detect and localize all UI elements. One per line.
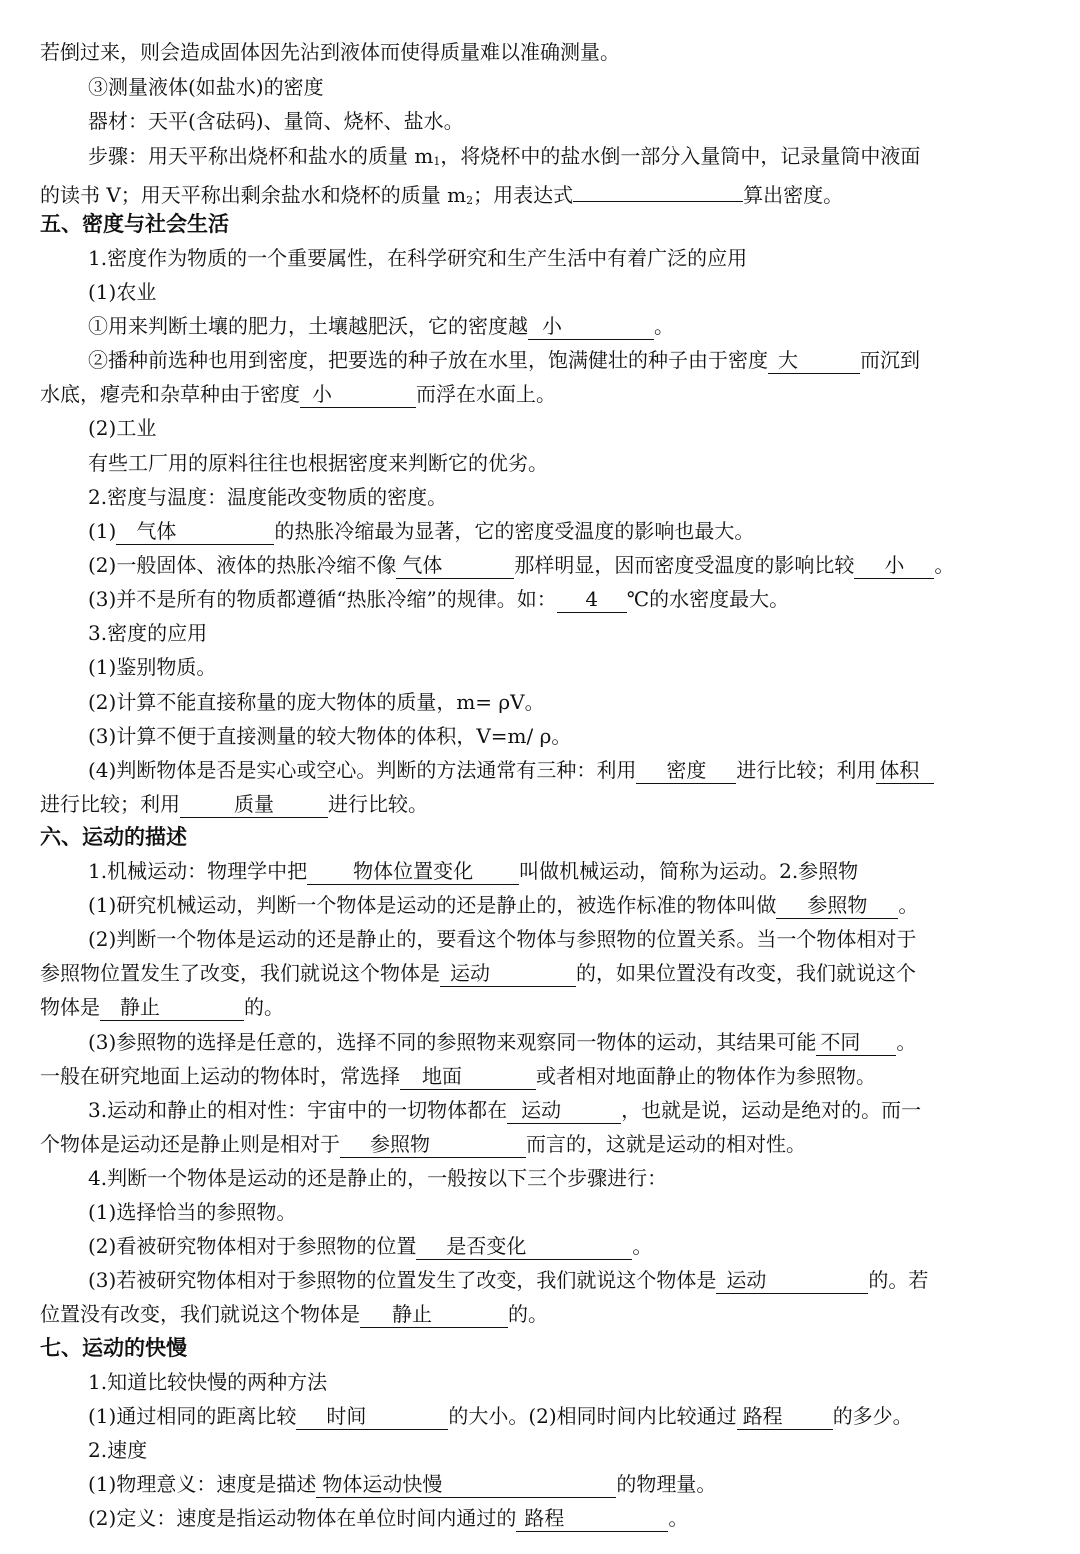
text: 一般在研究地面上运动的物体时，常选择 — [40, 1064, 400, 1088]
text-line — [88, 1470, 716, 1498]
text-line — [88, 414, 156, 442]
text-line — [88, 1198, 296, 1226]
text: 水底，瘪壳和杂草种由于密度 — [40, 382, 300, 406]
text-line — [88, 722, 571, 750]
section-heading-5 — [40, 210, 229, 238]
text-line — [88, 107, 464, 135]
blank-answer: 4 — [557, 587, 627, 613]
text: (2)工业 — [88, 416, 157, 440]
text: (2)定义：速度是指运动物体在单位时间内通过的 — [88, 1506, 517, 1530]
text: 而沉到 — [860, 348, 920, 372]
text: 1.机械运动：物理学中把 — [88, 859, 308, 883]
text-line — [40, 38, 620, 66]
text: 的。若 — [868, 1268, 929, 1292]
text: 或者相对地面静止的物体作为参照物。 — [536, 1064, 876, 1088]
text: (1)通过相同的距离比较 — [88, 1404, 297, 1428]
text: 有些工厂用的原料往往也根据密度来判断它的优劣。 — [88, 451, 548, 475]
blank-answer: 大 — [768, 348, 860, 374]
text-line — [40, 959, 916, 987]
text-line — [88, 619, 207, 647]
text: (4)判断物体是否是实心或空心。判断的方法通常有三种：利用 — [88, 758, 637, 782]
text: 的多少。 — [832, 1404, 913, 1428]
text-line — [88, 142, 920, 170]
text: ②播种前选种也用到密度，把要选的种子放在水里，饱满健壮的种子由于密度 — [88, 348, 768, 372]
blank-answer: 小 — [528, 314, 654, 340]
text: 那样明显，因而密度受温度的影响比较 — [514, 553, 855, 577]
blank-answer: 气体 — [116, 519, 274, 545]
text: (2)计算不能直接称量的庞大物体的质量，m= ρV。 — [88, 690, 545, 714]
text: 叫做机械运动，简称为运动。2.参照物 — [519, 859, 859, 883]
text-line — [88, 312, 674, 340]
blank-answer: 小 — [854, 553, 934, 579]
blank-answer: 小 — [300, 382, 416, 408]
text-line — [88, 73, 324, 101]
text: ，也就是说，运动是绝对的。而一 — [621, 1098, 922, 1122]
blank-answer: 静止 — [360, 1302, 508, 1328]
blank-answer: 路程 — [516, 1506, 668, 1532]
text: (1)农业 — [88, 280, 157, 304]
text-line — [88, 1368, 327, 1396]
text: 而言的，这就是运动的相对性。 — [526, 1132, 806, 1156]
text: 2.速度 — [88, 1438, 148, 1462]
text: 步骤：用天平称出烧杯和盐水的质量 m — [88, 144, 434, 168]
blank-answer: 地面 — [400, 1064, 536, 1090]
text-line — [88, 517, 754, 545]
text-line — [88, 449, 548, 477]
subscript: 1 — [433, 155, 441, 168]
text-line — [88, 1232, 652, 1260]
text: (2)判断一个物体是运动的还是静止的，要看这个物体与参照物的位置关系。当一个物体相对于 — [88, 927, 917, 951]
text: 算出密度。 — [743, 183, 844, 207]
text: (3)若被研究物体相对于参照物的位置发生了改变，我们就说这个物体是 — [88, 1268, 717, 1292]
text: (1)物理意义：速度是描述 — [88, 1472, 317, 1496]
text: 个物体是运动还是静止则是相对于 — [40, 1132, 340, 1156]
text: (3)并不是所有的物质都遵循“热胀冷缩”的规律。如： — [88, 587, 557, 611]
text-line — [88, 688, 545, 716]
text: 的。 — [508, 1302, 548, 1326]
text: 2.密度与温度：温度能改变物质的密度。 — [88, 485, 448, 509]
blank-answer: 物体运动快慢 — [316, 1472, 616, 1498]
text-line — [88, 585, 789, 613]
text: (1)鉴别物质。 — [88, 655, 217, 679]
blank-answer: 运动 — [716, 1268, 868, 1294]
text-line — [88, 756, 934, 784]
text-line — [88, 1096, 921, 1124]
text-line — [88, 278, 156, 306]
text-line — [88, 551, 954, 579]
blank-answer: 静止 — [100, 995, 244, 1021]
text: 若倒过来，则会造成固体因先沾到液体而使得质量难以准确测量。 — [40, 40, 620, 64]
section-heading-7 — [40, 1334, 187, 1362]
text: 参照物位置发生了改变，我们就说这个物体是 — [40, 961, 440, 985]
blank-answer: 路程 — [737, 1404, 833, 1430]
text: 位置没有改变，我们就说这个物体是 — [40, 1302, 360, 1326]
text: (1) — [88, 519, 117, 543]
text: 4.判断一个物体是运动的还是静止的，一般按以下三个步骤进行： — [88, 1166, 668, 1190]
text-line — [88, 1504, 688, 1532]
blank-answer: 运动 — [507, 1098, 621, 1124]
text-line — [40, 380, 556, 408]
text: 进行比较；利用 — [40, 792, 180, 816]
text: 的物理量。 — [616, 1472, 717, 1496]
text-line — [40, 790, 428, 818]
text: 进行比较。 — [328, 792, 428, 816]
text-line — [88, 1402, 913, 1430]
text: 物体是 — [40, 995, 100, 1019]
text: ①用来判断土壤的肥力，土壤越肥沃，它的密度越 — [88, 314, 528, 338]
text-line — [88, 891, 918, 919]
text: ，将烧杯中的盐水倒一部分入量筒中，记录量筒中液面 — [440, 144, 921, 168]
blank-answer: 质量 — [180, 792, 328, 818]
text: (3)计算不便于直接测量的较大物体的体积，V=m/ ρ。 — [88, 724, 572, 748]
text: 。 — [934, 553, 955, 577]
blank-answer: 参照物 — [340, 1132, 526, 1158]
text: (1)选择恰当的参照物。 — [88, 1200, 297, 1224]
text: (1)研究机械运动，判断一个物体是运动的还是静止的，被选作标准的物体叫做 — [88, 893, 777, 917]
text: 。 — [654, 314, 674, 338]
subsection-title: ③测量液体(如盐水)的密度 — [88, 75, 324, 99]
text: 的读书 V；用天平称出剩余盐水和烧杯的质量 m — [40, 183, 467, 207]
text: 。 — [632, 1234, 653, 1258]
blank-answer: 体积 — [876, 758, 934, 784]
text-line — [88, 1266, 928, 1294]
text: 1.知道比较快慢的两种方法 — [88, 1370, 328, 1394]
text-line — [40, 993, 284, 1021]
text-line — [88, 483, 447, 511]
blank-answer: 是否变化 — [416, 1234, 632, 1260]
text: 3.运动和静止的相对性：宇宙中的一切物体都在 — [88, 1098, 508, 1122]
subscript: 2 — [466, 194, 474, 207]
text: 进行比较；利用 — [736, 758, 877, 782]
text-line — [40, 1130, 806, 1158]
blank-answer: 物体位置变化 — [307, 859, 519, 885]
text-line — [88, 1164, 667, 1192]
heading-text: 七、运动的快慢 — [40, 1336, 187, 1360]
text: (2)一般固体、液体的热胀冷缩不像 — [88, 553, 397, 577]
text: (2)看被研究物体相对于参照物的位置 — [88, 1234, 417, 1258]
text: 器材：天平(含砝码)、量筒、烧杯、盐水。 — [88, 109, 464, 133]
section-heading-6 — [40, 823, 187, 851]
text: 的热胀冷缩最为显著，它的密度受温度的影响也最大。 — [274, 519, 755, 543]
text: 的大小。(2)相同时间内比较通过 — [448, 1404, 737, 1428]
text-line — [88, 244, 747, 272]
blank-answer: 气体 — [396, 553, 514, 579]
blank-answer: 不同 — [816, 1030, 896, 1056]
text: 3.密度的应用 — [88, 621, 208, 645]
text-line — [40, 1062, 876, 1090]
blank-expression — [573, 176, 743, 202]
text-line — [88, 653, 216, 681]
blank-answer: 密度 — [636, 758, 736, 784]
heading-text: 六、运动的描述 — [40, 825, 187, 849]
text: 。 — [668, 1506, 689, 1530]
text: 。 — [896, 1030, 917, 1054]
text-line — [40, 1300, 548, 1328]
blank-answer: 参照物 — [776, 893, 898, 919]
text-line — [88, 346, 920, 374]
text: ℃的水密度最大。 — [626, 587, 790, 611]
heading-text: 五、密度与社会生活 — [40, 212, 229, 236]
blank-answer: 时间 — [296, 1404, 448, 1430]
text-line — [88, 1436, 147, 1464]
text: 的，如果位置没有改变，我们就说这个 — [576, 961, 916, 985]
text-line — [40, 176, 844, 207]
text-line — [88, 857, 858, 885]
text: 。 — [898, 893, 919, 917]
text: 1.密度作为物质的一个重要属性，在科学研究和生产生活中有着广泛的应用 — [88, 246, 748, 270]
text-line — [88, 1028, 916, 1056]
text: 的。 — [244, 995, 284, 1019]
blank-answer: 运动 — [440, 961, 576, 987]
text: ；用表达式 — [473, 183, 574, 207]
text: 而浮在水面上。 — [416, 382, 556, 406]
text: (3)参照物的选择是任意的，选择不同的参照物来观察同一物体的运动，其结果可能 — [88, 1030, 817, 1054]
text-line — [88, 925, 916, 953]
